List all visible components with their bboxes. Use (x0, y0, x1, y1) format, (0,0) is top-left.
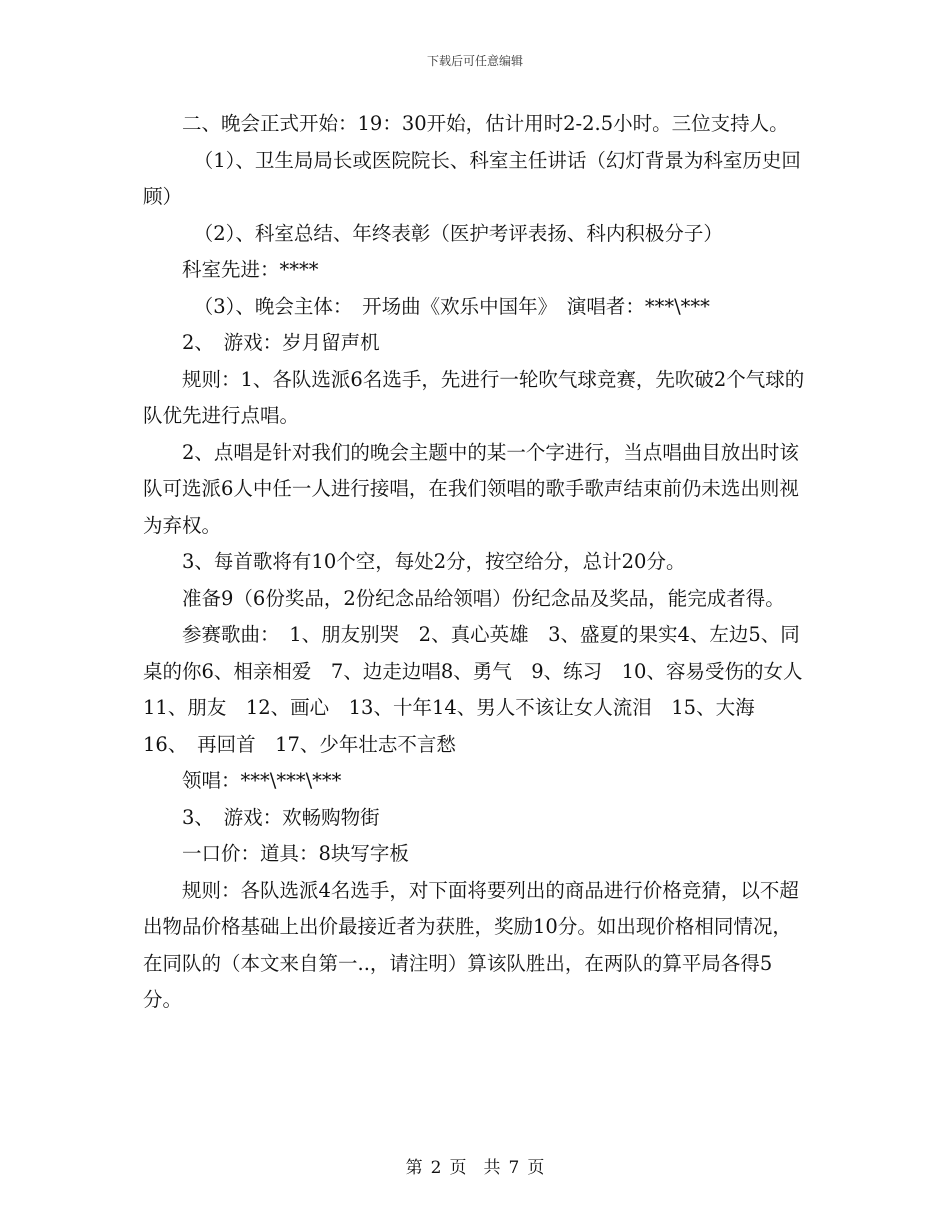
document-body (143, 106, 822, 1019)
paragraph-3: （2）、科室总结、年终表彰（医护考评表扬、科内积极分子） (193, 221, 723, 245)
paragraph-7: 规则：1、各队选派6名选手，先进行一轮吹气球竞赛，先吹破2个气球的队优先进行点唱。 (143, 367, 805, 427)
paragraph-13: 3、 游戏：欢畅购物街 (182, 805, 380, 829)
paragraph-12: 领唱：***\***\*** (182, 769, 342, 792)
paragraph-9: 3、每首歌将有10个空，每处2分，按空给分，总计20分。 (182, 550, 686, 573)
paragraph-2: （1）、卫生局局长或医院院长、科室主任讲话（幻灯背景为科室历史回顾） (143, 148, 801, 208)
footer-page-number: 2 (430, 1158, 442, 1178)
paragraph-6: 2、 游戏：岁月留声机 (182, 331, 380, 354)
footer-suffix: 页 (527, 1158, 545, 1178)
paragraph-5: （3）、晚会主体： 开场曲《欢乐中国年》 演唱者：***\*** (193, 294, 710, 318)
page-footer (0, 1153, 950, 1178)
page-header: 下载后可任意编辑 (426, 54, 523, 68)
paragraph-8: 2、点唱是针对我们的晚会主题中的某一个字进行，当点唱曲目放出时该队可选派6人中任一人进行接唱，在我们领唱的歌手歌声结束前仍未选出则视为弃权。 (143, 440, 799, 537)
footer-prefix: 第 (405, 1158, 423, 1178)
paragraph-11: 参赛歌曲： 1、朋友别哭 2、真心英雄 3、盛夏的果实4、左边5、同桌的你6、相亲相爱 7、边走边唱8、勇气 9、练习 10、容易受伤的女人 11、朋友 12、画心 13、十年14、男人不该让女人流泪 15、大海 16、 再回首 17、少年壮志不言愁 (143, 623, 822, 756)
footer-total-pages: 7 (508, 1158, 520, 1178)
paragraph-15: 规则：各队选派4名选手，对下面将要列出的商品进行价格竞猜，以不超出物品价格基础上出价最接近者为获胜，奖励10分。如出现价格相同情况，在同队的（本文来自第一..，请注明）算该队胜出，在两队的算平局各得5分。 (143, 878, 799, 1011)
paragraph-1: 二、晚会正式开始：19：30开始，估计用时2-2.5小时。三位支持人。 (182, 112, 789, 135)
paragraph-4: 科室先进：**** (182, 258, 319, 281)
paragraph-10: 准备9（6份奖品，2份纪念品给领唱）份纪念品及奖品，能完成者得。 (182, 586, 785, 610)
footer-middle: 页 共 (449, 1158, 501, 1178)
paragraph-14: 一口价：道具：8块写字板 (182, 842, 409, 865)
